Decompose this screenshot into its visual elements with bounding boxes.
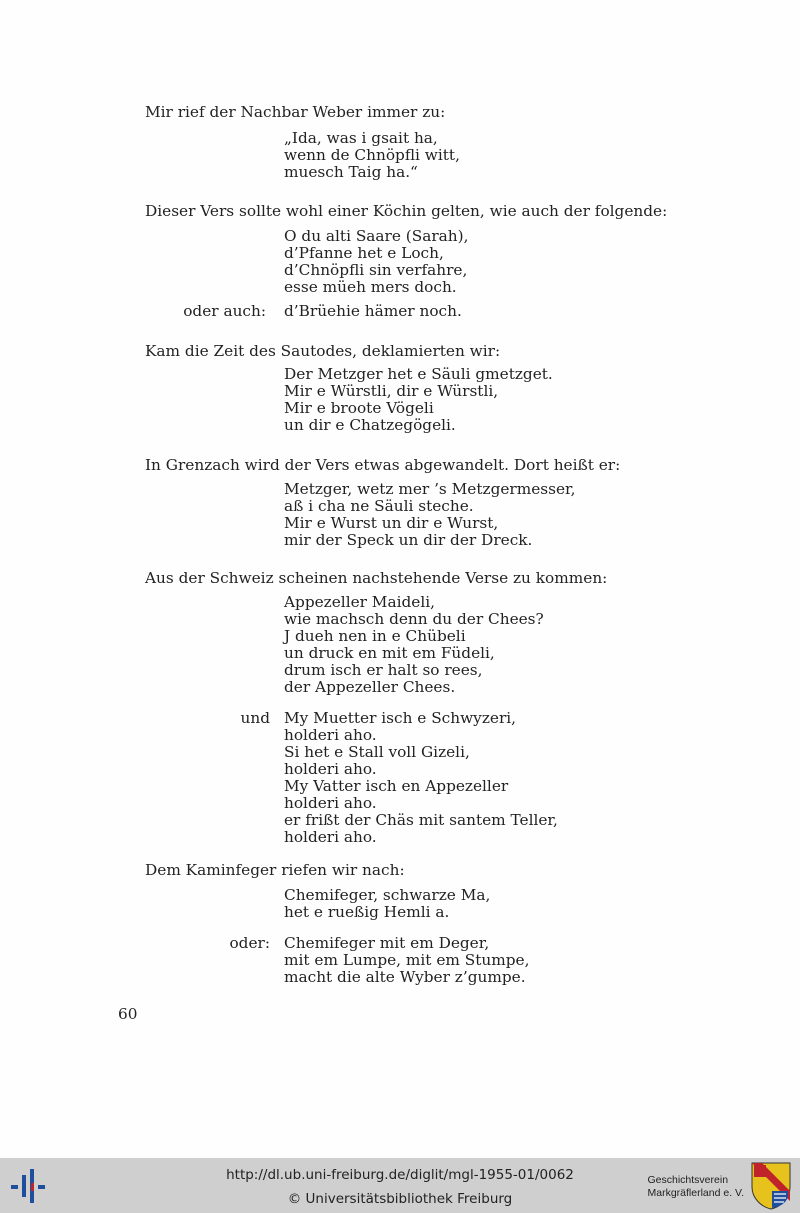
verse-line: wenn de Chnöpfli witt, bbox=[284, 146, 460, 164]
verse-line: My Vatter isch en Appezeller bbox=[284, 777, 509, 795]
coat-of-arms-shield-icon[interactable] bbox=[750, 1161, 792, 1211]
verse-line: holderi aho. bbox=[284, 726, 377, 744]
verse-line: Chemifeger, schwarze Ma, bbox=[284, 886, 491, 904]
verse-line: drum isch er halt so rees, bbox=[284, 661, 483, 679]
text-line: Dem Kaminfeger riefen wir nach: bbox=[145, 861, 405, 879]
verse-line: Mir e Wurst un dir e Wurst, bbox=[284, 514, 499, 532]
text-line: Aus der Schweiz scheinen nachstehende Verse zu kommen: bbox=[145, 569, 608, 587]
verse-line: holderi aho. bbox=[284, 760, 377, 778]
text-line: In Grenzach wird der Vers etwas abgewandelt. Dort heißt er: bbox=[145, 456, 621, 474]
verse-line: mit em Lumpe, mit em Stumpe, bbox=[284, 951, 530, 969]
verse-line: d’Pfanne het e Loch, bbox=[284, 244, 444, 262]
verse-line: aß i cha ne Säuli steche. bbox=[284, 497, 474, 515]
verse-intro-label: und bbox=[240, 709, 270, 727]
verse-line: het e rueßig Hemli a. bbox=[284, 903, 450, 921]
verse-line: esse müeh mers doch. bbox=[284, 278, 457, 296]
society-name bbox=[648, 1174, 745, 1200]
verse-line: Mir e broote Vögeli bbox=[284, 399, 434, 417]
verse-line: O du alti Saare (Sarah), bbox=[284, 227, 469, 245]
verse-line: Si het e Stall voll Gizeli, bbox=[284, 743, 470, 761]
verse-line: macht die alte Wyber z’gumpe. bbox=[284, 968, 526, 986]
verse-line: un dir e Chatzegögeli. bbox=[284, 416, 456, 434]
verse-line: Chemifeger mit em Deger, bbox=[284, 934, 490, 952]
verse-intro-label: oder: bbox=[229, 934, 270, 952]
verse-line: Mir e Würstli, dir e Würstli, bbox=[284, 382, 499, 400]
society-name-line1: Geschichtsverein bbox=[647, 1174, 729, 1186]
verse-line: der Appezeller Chees. bbox=[284, 678, 456, 696]
verse-line: Appezeller Maideli, bbox=[284, 593, 435, 611]
verse-line: My Muetter isch e Schwyzeri, bbox=[284, 709, 517, 727]
verse-line: mir der Speck un dir der Dreck. bbox=[284, 531, 533, 549]
verse-intro-label: oder auch: bbox=[183, 302, 266, 320]
verse-line: Metzger, wetz mer ’s Metzgermesser, bbox=[284, 480, 576, 498]
verse-line: un druck en mit em Füdeli, bbox=[284, 644, 495, 662]
text-line: Dieser Vers sollte wohl einer Köchin gelten, wie auch der folgende: bbox=[145, 202, 668, 220]
page-number: 60 bbox=[118, 1005, 138, 1023]
footer-bar bbox=[0, 1158, 800, 1213]
verse-line: holderi aho. bbox=[284, 794, 377, 812]
text-line: Mir rief der Nachbar Weber immer zu: bbox=[145, 103, 446, 121]
verse-line: J dueh nen in e Chübeli bbox=[284, 627, 466, 645]
verse-line: d’Chnöpfli sin verfahre, bbox=[284, 261, 468, 279]
verse-line: „Ida, was i gsait ha, bbox=[284, 129, 438, 147]
permalink-url[interactable]: http://dl.ub.uni-freiburg.de/diglit/mgl-1955-01/0062 bbox=[226, 1167, 574, 1183]
verse-line: d’Brüehie hämer noch. bbox=[284, 302, 462, 320]
verse-line: muesch Taig ha.“ bbox=[284, 163, 418, 181]
society-name-line2: Markgräflerland e. V. bbox=[647, 1187, 744, 1199]
verse-line: wie machsch denn du der Chees? bbox=[284, 610, 544, 628]
verse-line: Der Metzger het e Säuli gmetzget. bbox=[284, 365, 553, 383]
copyright-text: © Universitätsbibliothek Freiburg bbox=[287, 1191, 513, 1207]
verse-line: holderi aho. bbox=[284, 828, 377, 846]
text-line: Kam die Zeit des Sautodes, deklamierten wir: bbox=[145, 342, 501, 360]
verse-line: er frißt der Chäs mit santem Teller, bbox=[284, 811, 558, 829]
